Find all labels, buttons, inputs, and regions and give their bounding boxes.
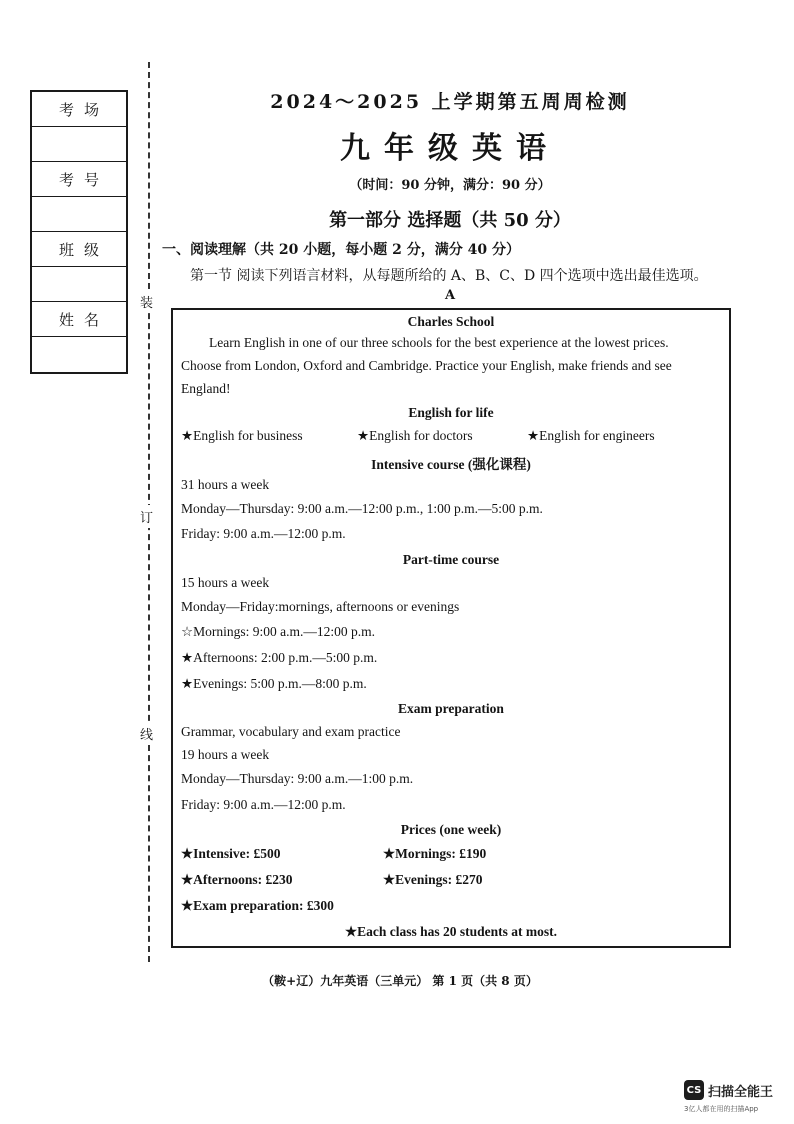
scanner-tagline: 3亿人都在用的扫描App: [684, 1105, 759, 1113]
name-field: [32, 337, 126, 372]
binding-char-ding: 订: [140, 505, 153, 528]
intro-line-3: England!: [181, 381, 231, 396]
name-label: 姓名: [32, 302, 126, 337]
exam-prep-schedule-2: Friday: 9:00 a.m.—12:00 p.m.: [181, 797, 346, 812]
part-time-afternoons: ★Afternoons: 2:00 p.m.—5:00 p.m.: [181, 650, 378, 665]
exam-prep-hours: 19 hours a week: [181, 747, 270, 762]
binding-char-zhuang: 装: [140, 290, 153, 313]
life-item-business: ★English for business: [181, 428, 303, 443]
intensive-hours: 31 hours a week: [181, 477, 270, 492]
exam-prep-heading: Exam preparation: [398, 701, 504, 716]
class-size-note: ★Each class has 20 students at most.: [345, 924, 557, 939]
passage-title: Charles School: [407, 314, 495, 329]
part-time-evenings: ★Evenings: 5:00 p.m.—8:00 p.m.: [181, 676, 367, 691]
part-time-mornings: ☆Mornings: 9:00 a.m.—12:00 p.m.: [181, 624, 375, 639]
exam-prep-schedule-1: Monday—Thursday: 9:00 a.m.—1:00 p.m.: [181, 771, 414, 786]
exam-room-field: [32, 127, 126, 162]
price-afternoons: ★Afternoons: £230: [181, 872, 293, 887]
intensive-schedule-1: Monday—Thursday: 9:00 a.m.—12:00 p.m., 1:00 p.m.—5:00 p.m.: [181, 501, 543, 516]
part-title: 第一部分 选择题（共 50 分）: [329, 210, 571, 231]
week-test-title: 2024～2025 上学期第五周周检测: [270, 91, 630, 113]
part-time-hours: 15 hours a week: [181, 575, 270, 590]
exam-number-field: [32, 197, 126, 232]
class-label: 班级: [32, 232, 126, 267]
life-item-engineers: ★English for engineers: [527, 428, 655, 443]
intro-line-1: Learn English in one of our three schools for the best experience at the lowest prices.: [209, 335, 669, 350]
exam-number-label: 考号: [32, 162, 126, 197]
passage-box: [171, 308, 731, 948]
life-item-doctors: ★English for doctors: [357, 428, 473, 443]
part-time-heading: Part-time course: [402, 552, 500, 567]
intensive-schedule-2: Friday: 9:00 a.m.—12:00 p.m.: [181, 526, 346, 541]
subject-title: 九年级英语: [340, 131, 560, 166]
exam-info-table: [30, 90, 128, 374]
passage-letter: A: [444, 288, 456, 303]
price-evenings: ★Evenings: £270: [383, 872, 483, 887]
price-intensive: ★Intensive: £500: [181, 846, 281, 861]
intro-line-2: Choose from London, Oxford and Cambridge. Practice your English, make friends and see: [181, 358, 672, 373]
exam-room-label: 考场: [32, 92, 126, 127]
prices-heading: Prices (one week): [400, 822, 502, 837]
exam-prep-desc: Grammar, vocabulary and exam practice: [181, 724, 401, 739]
price-exam: ★Exam preparation: £300: [181, 898, 334, 913]
scanner-watermark: [684, 1080, 784, 1116]
reading-section-heading: 一、阅读理解（共 20 小题，每小题 2 分，满分 40 分）: [162, 242, 520, 258]
page-footer: （鞍+辽）九年英语（三单元） 第 1 页（共 8 页）: [262, 974, 538, 988]
part-time-days: Monday—Friday:mornings, afternoons or evenings: [181, 599, 460, 614]
section-instruction: 第一节 阅读下列语言材料，从每题所给的 A、B、C、D 四个选项中选出最佳选项。: [190, 268, 708, 284]
intensive-heading: Intensive course (强化课程): [371, 457, 531, 472]
price-mornings: ★Mornings: £190: [383, 846, 487, 861]
english-for-life-heading: English for life: [408, 405, 494, 420]
time-info: （时间：90 分钟，满分：90 分）: [349, 178, 551, 193]
camscanner-logo-icon: CS: [684, 1080, 704, 1100]
scanner-app-name: 扫描全能王: [708, 1085, 774, 1100]
class-field: [32, 267, 126, 302]
binding-char-xian: 线: [140, 722, 153, 745]
